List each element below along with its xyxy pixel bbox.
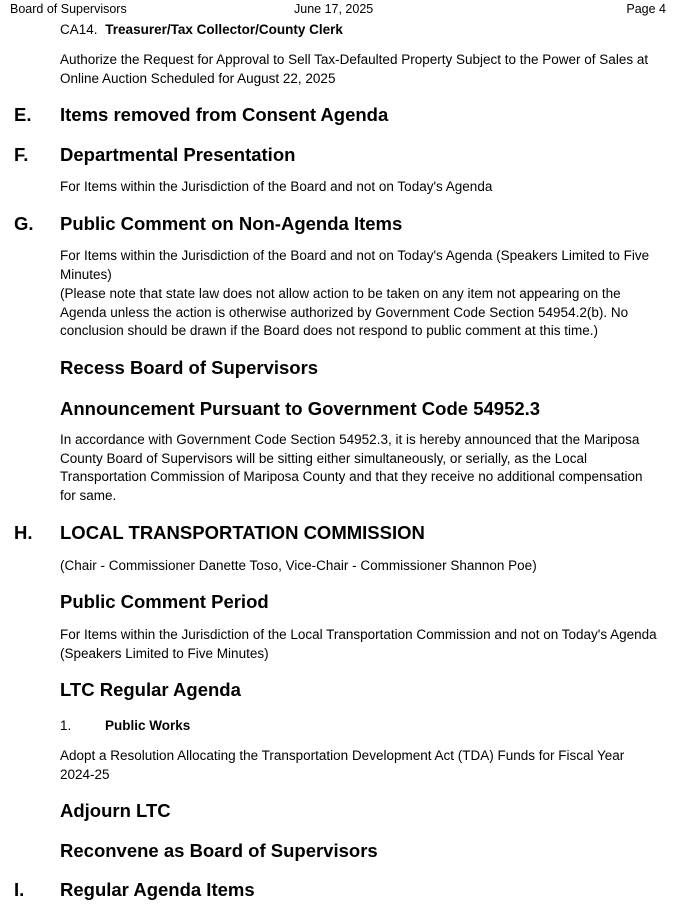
announcement-title: Announcement Pursuant to Government Code 54952.3 (60, 398, 541, 419)
section-g-note: (Please note that state law does not allow action to be taken on any item not appearing on the Agenda unless the action is otherwise authorized by Government Code Section 54954.2(b). No conclusion should be drawn if the Board does not respond to public comment at this time.) (60, 286, 629, 339)
section-title-e: Items removed from Consent Agenda (60, 104, 389, 125)
section-letter-g: G. (14, 213, 34, 234)
item-department: Treasurer/Tax Collector/County Clerk (105, 22, 343, 37)
section-title-h: LOCAL TRANSPORTATION COMMISSION (60, 522, 425, 543)
section-f-text: For Items within the Jurisdiction of the Board and not on Today's Agenda (60, 179, 493, 194)
recess-title: Recess Board of Supervisors (60, 357, 319, 378)
item-description: Authorize the Request for Approval to Sell Tax-Defaulted Property Subject to the Power of Sales at Online Auction Scheduled for August 22, 2025 (60, 52, 649, 86)
consent-item-ca14 (60, 22, 343, 37)
header-date: June 17, 2025 (294, 2, 374, 16)
reconvene-title: Reconvene as Board of Supervisors (60, 840, 378, 861)
section-g-text: For Items within the Jurisdiction of the Board and not on Today's Agenda (Speakers Limited to Five Minutes) (60, 248, 650, 282)
ltc-item-text: Adopt a Resolution Allocating the Transportation Development Act (TDA) Funds for Fiscal Year 2024-25 (60, 748, 625, 782)
header-page-number: Page 4 (626, 2, 666, 16)
item-number: CA14. (60, 22, 98, 37)
section-letter-i: I. (14, 879, 25, 900)
section-letter-e: E. (14, 104, 32, 125)
section-title-f: Departmental Presentation (60, 144, 296, 165)
section-letter-f: F. (14, 144, 29, 165)
ltc-item-department: Public Works (105, 718, 191, 733)
header-board-name: Board of Supervisors (10, 2, 127, 16)
public-comment-title: Public Comment Period (60, 591, 269, 612)
ltc-agenda-title: LTC Regular Agenda (60, 679, 241, 700)
adjourn-title: Adjourn LTC (60, 800, 171, 821)
section-h-text: (Chair - Commissioner Danette Toso, Vice-Chair - Commissioner Shannon Poe) (60, 558, 537, 573)
section-title-i: Regular Agenda Items (60, 879, 255, 900)
public-comment-text: For Items within the Jurisdiction of the Local Transportation Commission and not on Today's Agenda (Speakers Limited to Five Minutes) (60, 627, 657, 661)
page-header (10, 2, 666, 18)
ltc-item-number: 1. (60, 718, 72, 733)
section-letter-h: H. (14, 522, 33, 543)
announcement-text: In accordance with Government Code Section 54952.3, it is hereby announced that the Mariposa County Board of Supervisors will be sitting either simultaneously, or serially, as the Local Transportation Commission of Mariposa County and that they receive no additional compensation for same. (60, 432, 643, 504)
section-title-g: Public Comment on Non-Agenda Items (60, 213, 403, 234)
